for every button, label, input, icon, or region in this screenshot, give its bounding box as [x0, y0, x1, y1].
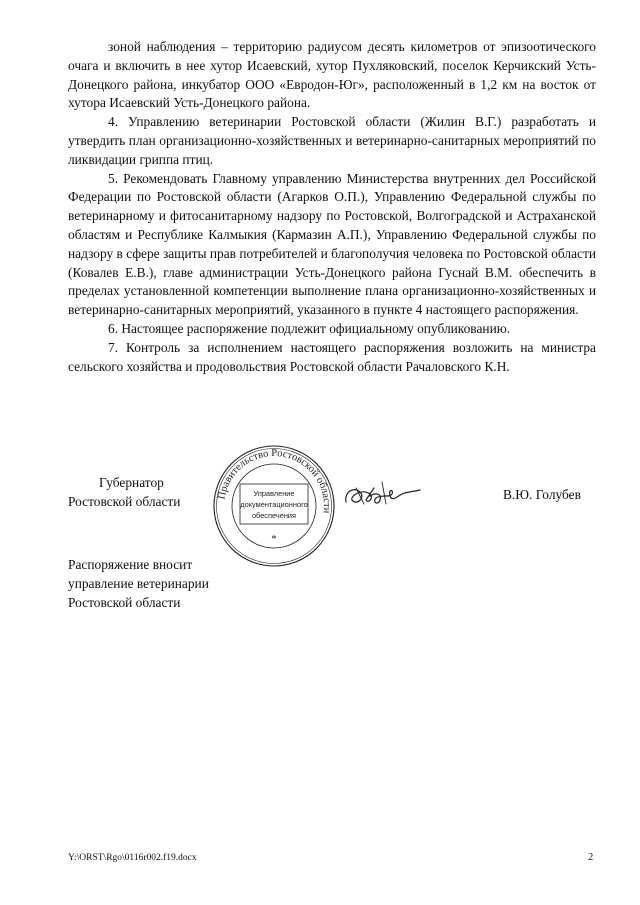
signatory-title [68, 474, 180, 512]
official-seal [212, 444, 336, 568]
submitter-note [68, 556, 209, 612]
seal-star: * [271, 533, 277, 545]
paragraph-continuation: зоной наблюдения – территорию радиусом десять километров от эпизоотического очага и включить в нее хутор Исаевский, хутор Пухляковский, поселок Керчикский Усть-Донецкого района, инкубатор ООО «Евродон-Юг», расположенный в 1,2 км на восток от хутора Исаевский Усть-Донецкого района. [68, 39, 596, 111]
seal-inner-line1: Управление [253, 489, 295, 498]
submitter-note-line1: Распоряжение вносит [68, 557, 193, 572]
submitter-note-line3: Ростовской области [68, 594, 181, 610]
document-body [68, 38, 596, 376]
signatory-name: В.Ю. Голубев [503, 487, 581, 502]
submitter-note-line2: управление ветеринарии [68, 575, 209, 591]
signatory-title-line1: Губернатор [99, 475, 164, 490]
page-number: 2 [588, 852, 594, 863]
seal-inner-line3: обеспечения [251, 511, 297, 520]
signatory-title-line2: Ростовской области [68, 493, 181, 509]
paragraph-item-5: 5. Рекомендовать Главному управлению Министерства внутренних дел Российской Федерации по Ростовской области (Агарков О.П.), Управлению Федеральной службы по ветеринарному и фитосанитарному надзору по Ростовской, Волгоградской и Астраханской областям и Республике Калмыкия (Кармазин А.П.), Управлению Федеральной службы по надзору в сфере защиты прав потребителей и благополучия человека по Ростовской области (Ковалев Е.В.), главе администрации Усть-Донецкого района Гуснай В.М. обеспечить в пределах установленной компетенции выполнение плана организационно-хозяйственных и ветеринарно-санитарных мероприятий, указанного в пункте 4 настоящего распоряжения. [68, 170, 596, 318]
footer-file-path: Y:\ORST\Rgo\0116r002.f19.docx [68, 853, 197, 863]
paragraph-item-4: 4. Управлению ветеринарии Ростовской области (Жилин В.Г.) разработать и утвердить план организационно-хозяйственных и ветеринарно-санитарных мероприятий по ликвидации гриппа птиц. [68, 114, 596, 167]
seal-outer-text: Правительство Ростовской области [216, 447, 333, 514]
handwritten-signature [340, 474, 432, 516]
paragraph-item-6: 6. Настоящее распоряжение подлежит официальному опубликованию. [108, 320, 511, 336]
seal-inner-line2: документационного [240, 500, 308, 509]
paragraph-item-7: 7. Контроль за исполнением настоящего распоряжения возложить на министра сельского хозяйства и продовольствия Ростовской области Рачаловского К.Н. [68, 339, 596, 374]
